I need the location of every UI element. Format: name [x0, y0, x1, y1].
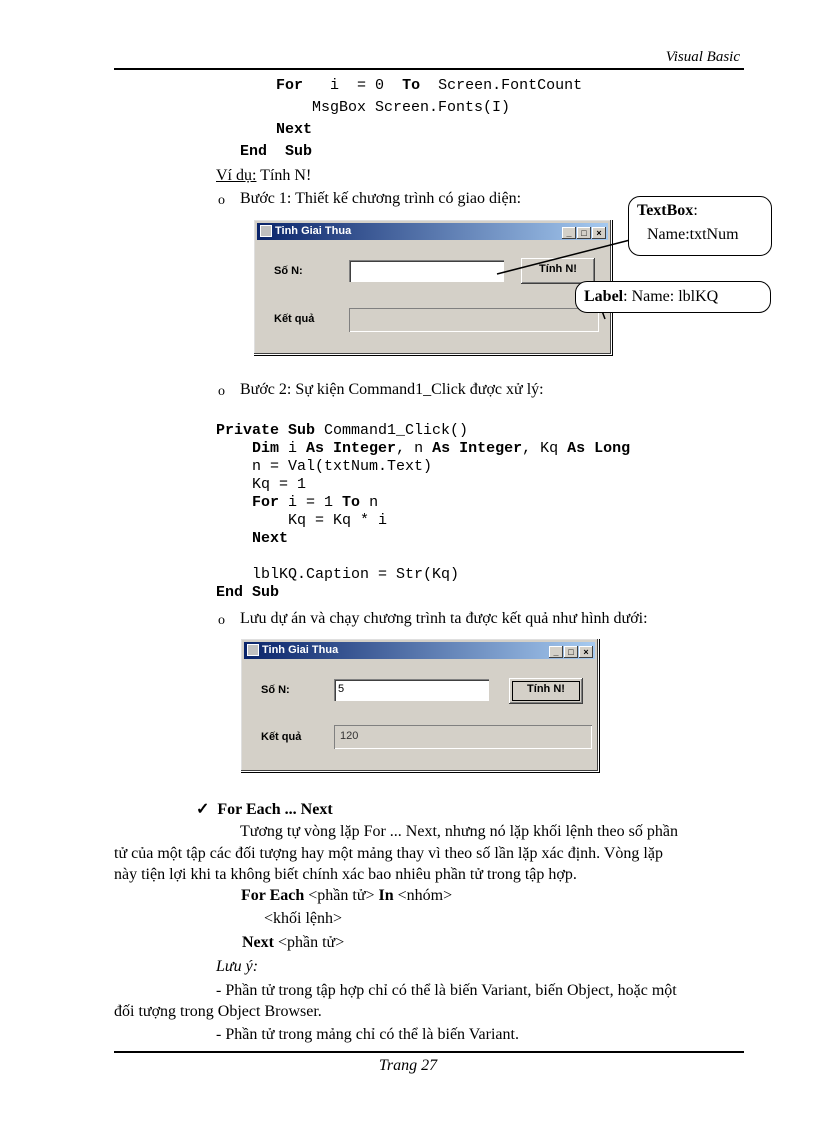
code-keyword: Dim [252, 440, 280, 457]
code-line [216, 494, 630, 512]
code-keyword: End Sub [240, 143, 313, 160]
callout-textbox-title: TextBox [637, 202, 694, 219]
code-text: i [279, 440, 307, 457]
close-button[interactable]: × [579, 646, 593, 658]
code-text: , Kq [522, 440, 568, 457]
code-line [216, 530, 630, 548]
window-titlebar [244, 642, 595, 659]
para1-line2: tử của một tập các đối tượng hay một mảng thay vì theo số lần lặp xác định. Vòng lặp [114, 845, 663, 862]
footer-rule [114, 1051, 744, 1053]
note1-line2: đối tượng trong Object Browser. [114, 1003, 322, 1020]
step1-text: Bước 1: Thiết kế chương trình có giao diện: [240, 190, 522, 207]
example-line [216, 167, 311, 185]
window-title: Tinh Giai Thua [262, 644, 339, 656]
code-text: i = 0 [303, 77, 403, 94]
note-label: Lưu ý: [216, 958, 259, 975]
code-text: i = 1 [279, 494, 343, 511]
code-keyword: End Sub [216, 584, 280, 601]
code-line [216, 566, 630, 584]
bullet-icon: o [218, 613, 225, 628]
tinh-n-button[interactable]: Tính N! [521, 258, 595, 284]
para1-line3: này tiện lợi khi ta không biết chính xác bao nhiêu phần tử trong tập hợp. [114, 866, 577, 883]
close-button[interactable]: × [592, 227, 606, 239]
code-text: Kq = 1 [252, 476, 307, 493]
code-line [216, 476, 630, 494]
code-block-main [216, 422, 630, 602]
vb-window-run [240, 638, 599, 772]
callout-textbox-name: Name:txtNum [647, 226, 739, 243]
syntax-line3 [242, 934, 344, 952]
header-title: Visual Basic [665, 49, 740, 65]
code-text: , n [396, 440, 433, 457]
foreach-heading [196, 799, 333, 819]
step2-text: Bước 2: Sự kiện Command1_Click được xử lý: [240, 381, 544, 398]
syntax-element: <phần tử> [304, 887, 379, 904]
maximize-button[interactable]: □ [577, 227, 591, 239]
syntax-line2: <khối lệnh> [264, 910, 343, 927]
minimize-button[interactable]: _ [562, 227, 576, 239]
code-line [168, 97, 582, 119]
code-line [216, 584, 630, 602]
textbox-callout [628, 196, 772, 256]
foreach-title: For Each ... Next [217, 801, 333, 818]
code-line [168, 119, 582, 141]
code-keyword: For [276, 77, 304, 94]
code-keyword: Next [276, 121, 313, 138]
bullet-icon: o [218, 384, 225, 399]
label-ket-qua: Kết quả [261, 731, 302, 743]
note2: - Phần tử trong mảng chỉ có thể là biến Variant. [216, 1026, 519, 1043]
label-so-n: Số N: [274, 265, 303, 277]
label-ket-qua: Kết quả [274, 313, 315, 325]
code-keyword: To [402, 77, 421, 94]
code-keyword: As Integer [306, 440, 397, 457]
checkmark-icon: ✓ [196, 801, 210, 818]
code-text: MsgBox Screen.Fonts(I) [312, 99, 511, 116]
minimize-button[interactable]: _ [549, 646, 563, 658]
syntax-line1 [241, 887, 452, 905]
code-line [216, 548, 630, 566]
code-line [216, 422, 630, 440]
page-number: Trang 27 [378, 1057, 438, 1074]
code-block-top [168, 75, 582, 163]
callout-label-name: : Name: lblKQ [623, 288, 719, 305]
code-text: n = Val(txtNum.Text) [252, 458, 433, 475]
example-text: Tính N! [256, 167, 312, 184]
syntax-next-element: <phần tử> [273, 934, 345, 951]
code-keyword: As Integer [432, 440, 523, 457]
txtnum-input[interactable]: 5 [334, 679, 489, 701]
label-callout [575, 281, 771, 313]
tinh-n-button[interactable]: Tính N! [509, 678, 583, 704]
example-label: Ví dụ: [216, 167, 257, 184]
code-line [168, 75, 582, 97]
callout-label-title: Label [584, 288, 624, 305]
page-header [0, 0, 816, 72]
app-icon [247, 644, 259, 656]
maximize-button[interactable]: □ [564, 646, 578, 658]
bullet-icon: o [218, 193, 225, 208]
header-rule [114, 68, 744, 70]
code-keyword: Next [252, 530, 289, 547]
syntax-kw-in: In [378, 887, 394, 904]
code-keyword: Private Sub [216, 422, 316, 439]
para1-line1: Tương tự vòng lặp For ... Next, nhưng nó lặp khối lệnh theo số phần [240, 823, 678, 840]
note1-line1: - Phần tử trong tập hợp chỉ có thể là biến Variant, biến Object, hoặc một [216, 982, 677, 999]
code-text: n [360, 494, 379, 511]
code-line [216, 440, 630, 458]
app-icon [260, 225, 272, 237]
code-line [168, 141, 582, 163]
code-line [216, 512, 630, 530]
syntax-kw-next: Next [242, 934, 274, 951]
syntax-group: <nhóm> [393, 887, 453, 904]
window-title: Tinh Giai Thua [275, 225, 352, 237]
code-keyword: For [252, 494, 280, 511]
code-keyword: As Long [567, 440, 631, 457]
code-text: Command1_Click() [315, 422, 469, 439]
code-keyword: To [342, 494, 361, 511]
syntax-kw-for-each: For Each [241, 887, 305, 904]
code-text: Kq = Kq * i [288, 512, 388, 529]
label-so-n: Số N: [261, 684, 290, 696]
step3-text: Lưu dự án và chạy chương trình ta được kết quả như hình dưới: [240, 610, 648, 627]
callout-textbox-colon: : [693, 202, 698, 219]
lblkq-result: 120 [334, 725, 592, 749]
code-line [216, 458, 630, 476]
code-text: lblKQ.Caption = Str(Kq) [252, 566, 460, 583]
code-text: Screen.FontCount [420, 77, 583, 94]
